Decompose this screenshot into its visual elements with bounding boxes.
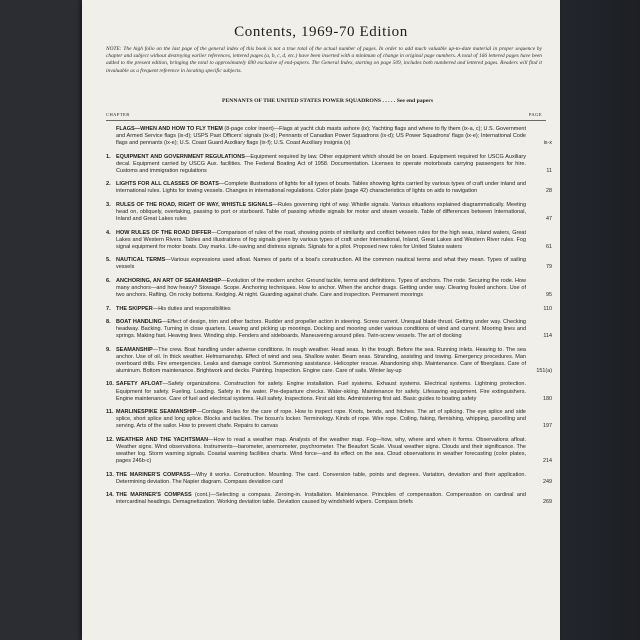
chapter-description — [116, 257, 526, 271]
contents-entry — [106, 437, 552, 465]
chapter-description — [116, 154, 526, 175]
chapter-number: 3. — [106, 201, 111, 208]
contents-entry — [106, 492, 552, 506]
chapter-description — [116, 409, 526, 430]
chapter-number: 10. — [106, 381, 114, 388]
chapter-number: 13. — [106, 471, 114, 478]
chapter-title: LIGHTS FOR ALL CLASSES OF BOATS — [116, 181, 219, 188]
chapter-description — [116, 278, 526, 299]
page-number: 11 — [546, 167, 552, 174]
chapter-number — [106, 126, 116, 147]
page-column-header: PAGE — [528, 112, 542, 117]
chapter-description — [116, 202, 526, 223]
chapter-text: —Safety organizations. Construction for safety. Engine installation. Fuel systems. Exhaust systems. Electrical systems. Lightning protection. Equipment for safety. Fueling. Loading. Safety in the water. Pre-departure checks. Water-skiing. Maintenance for safety. Lifesaving equipment. Fire extinguishers. Engine maintenance. Care of fuel and electrical systems. Hull safety. Inspections. First aid kits. Administering first aid. Basic guides to boating safety — [116, 381, 526, 402]
page-number: 249 — [543, 478, 552, 485]
chapter-description — [116, 306, 526, 313]
chapter-description — [116, 492, 526, 506]
chapter-text: —Complete illustrations of lights for all types of boats. Tables showing lights carried by various types of craft under inland and international rules. Lights for towing vessels. Changes in international regulations. Color plate (page 42) characteristics of lights on aids to navigation — [116, 181, 526, 195]
page-number: 110 — [543, 305, 552, 312]
page-number: 79 — [546, 264, 552, 271]
chapter-title: WEATHER AND THE YACHTSMAN — [116, 436, 209, 443]
chapter-number: 9. — [106, 346, 111, 353]
contents-entry — [106, 257, 552, 271]
page-number: 61 — [546, 243, 552, 250]
chapter-title: NAUTICAL TERMS — [116, 257, 166, 264]
chapter-text: —Why it works. Construction. Mounting. The card. Conversion table, points and degrees. Variation, deviation and their application. Determining deviation. The Napier diagram. Compass deviation card — [116, 471, 527, 485]
chapter-title: THE SKIPPER — [116, 305, 153, 312]
pennants-line: PENNANTS OF THE UNITED STATES POWER SQUADRONS . . . . . See end papers — [222, 98, 434, 104]
contents-entry — [106, 230, 552, 251]
chapter-text: —Comparison of rules of the road, showing points of similarity and conflict between rules for the high seas, inland waters, Great Lakes and Western Rivers. Tables and illustrations of fog signals given by various types of craft under International, Inland, Great Lakes and Western River rules. Fog signal equipment for motor boats. Day marks. Life-saving and distress signals. Signals for a pilot. Proposed new rules for United States waters — [116, 229, 526, 250]
chapter-description — [116, 347, 526, 375]
chapter-number: 1. — [106, 153, 111, 160]
page-number: 180 — [543, 395, 552, 402]
chapter-title: HOW RULES OF THE ROAD DIFFER — [116, 229, 212, 236]
chapter-description — [116, 437, 526, 465]
chapter-description — [116, 319, 526, 340]
chapter-title: ANCHORING, AN ART OF SEAMANSHIP — [116, 277, 222, 284]
chapter-text: (cont.)—Selecting a compass. Zeroing-in. Installation. Maintenance. Principles of compensation. Compensation on cardinal and intercardinal headings. Demagnetization. Working deviation table. Deviation caused by windshield wipers. Compass briefs — [116, 492, 526, 506]
chapter-title: RULES OF THE ROAD, RIGHT OF WAY, WHISTLE SIGNALS — [116, 201, 273, 208]
page-number: 95 — [546, 292, 552, 299]
contents-entry — [106, 409, 552, 430]
page-number: 47 — [546, 216, 552, 223]
chapter-number: 11. — [106, 409, 114, 416]
chapter-column-header: CHAPTER — [106, 112, 130, 117]
chapter-description — [116, 126, 526, 147]
chapter-title: THE MARINER'S COMPASS — [116, 471, 191, 478]
chapter-text: —Cordage. Rules for the care of rope. How to inspect rope. Knots, bends, and hitches. The art of splicing. The eye splice and side splice, short splice and long splice. Blocks and tackles. The bosun's locker. Terminology. Kinds of rope. Wire rope. Coiling, faking, flemishing, whipping, parcelling and serving. Arts of the sailor. How to prevent chafe. Repairs to canvas — [116, 409, 526, 430]
chapter-text: —Various expressions used afloat. Names of parts of a boat's construction. All the common nautical terms and what they mean. Types of sailing vessels — [116, 257, 526, 271]
chapter-title: BOAT HANDLING — [116, 319, 162, 325]
chapter-title: SAFETY AFLOAT — [116, 381, 163, 388]
header-rule — [106, 120, 546, 121]
chapter-text: —Equipment required by law. Other equipment which should be on board. Equipment required for USCG Auxiliary decal. Equipment carried by USCG Aux. facilities. The Federal Boating Act of 1958. Documentation. Licenses to operate motorboats carrying passengers for hire. Customs and immigration regulations — [116, 153, 527, 174]
page-number: 197 — [543, 423, 552, 430]
page-number: ix-x — [543, 140, 552, 147]
chapter-number: 12. — [106, 436, 114, 443]
contents-list — [106, 126, 552, 513]
page-number: 28 — [546, 188, 552, 195]
contents-entry — [106, 181, 552, 195]
chapter-title: THE MARINER'S COMPASS — [116, 492, 192, 499]
chapter-title: EQUIPMENT AND GOVERNMENT REGULATIONS — [116, 153, 245, 160]
chapter-description — [116, 230, 526, 251]
chapter-title: MARLINESPIKE SEAMANSHIP — [116, 409, 197, 416]
contents-entry — [106, 472, 552, 486]
background-right — [560, 0, 640, 640]
book-page — [82, 0, 560, 640]
chapter-number: 7. — [106, 305, 111, 312]
chapter-number: 8. — [106, 319, 111, 325]
page-number: 114 — [543, 333, 552, 340]
contents-entry — [106, 306, 552, 313]
chapter-number: 14. — [106, 492, 114, 499]
chapter-number: 5. — [106, 257, 111, 264]
editorial-note: NOTE: The high folio on the last page of the general index of this book is not a true total of the actual number of pages. In order to add much valuable up-to-date material in proper sequence by chapter and subject without destroying earlier references, lettered pages (a, b, c, d, etc.) have been inserted with a minimum of change in original page numbers. A total of 166 lettered pages have been added to the present edition, bringing the total to approximately 690 exclusive of end-papers. The General Index, starting on page 509, includes both numbered and lettered pages. Readers will find it invaluable as a frequent reference in locating specific subjects. — [106, 46, 542, 74]
chapter-text: —The crew. Boat handling under adverse conditions. In rough weather. Head seas. In the trough. Before the sea. Running inlets. Heaving to. The sea anchor. Use of oil. In thick weather. Helmsmanship. Effect of wind and sea. Shallow water. Beam seas. Stranding, assisting and towing. Emergency procedures. Man overboard drills. Fire emergencies. Leaks and damage control. Summoning assistance. Helicopter rescue. Abandoning ship. Maintenance. Care of fiberglass. Care of aluminum. Bottom maintenance. Brightwork and decks. Painting. Inspection. Engine care. Care of sails. Winter lay-up — [116, 346, 526, 374]
chapter-description — [116, 181, 526, 195]
contents-entry — [106, 154, 552, 175]
contents-entry — [106, 319, 552, 340]
chapter-text: —Effect of design, trim and other factors. Rudder and propeller action in steering. Screw current. Unequal blade thrust. Getting under way. Checking headway. Backing. Turning in close quarters. Leaving and picking up moorings. Docking and mooring under various conditions of wind and current. Mooring lines and springs. Making fast. Heaving lines. Winding ship. Fenders and sideboards. Maneuvering around piles. Twin-screw vessels. The art of docking — [116, 319, 526, 340]
chapter-description — [116, 381, 526, 402]
chapter-text: —Evolution of the modern anchor. Ground tackle, terms and definitions. Types of anchors. The rode. Securing the rode. How many anchors—and how heavy? Stowage. Scope. Anchoring techniques. How to anchor. When the anchor drags. Getting under way. Clearing fouled anchors. Use of two anchors. Rafting. On rocky bottoms. Kedging. At night. Guarding against chafe. Care and inspection. Permanent moorings — [116, 277, 526, 299]
chapter-number: 6. — [106, 277, 111, 284]
chapter-title: SEAMANSHIP — [116, 346, 153, 353]
chapter-title: FLAGS—WHEN AND HOW TO FLY THEM — [116, 126, 223, 132]
contents-entry — [106, 126, 552, 147]
page-number: 269 — [543, 499, 552, 506]
chapter-description — [116, 472, 526, 486]
chapter-text: —Rules governing right of way. Whistle signals. Various situations explained diagrammatically. Meeting head on, obliquely, overtaking, passing to port or starboard. Table of passing whistle signals for motor and steam vessels. Table of differences between International, Inland and Great Lakes rules — [116, 201, 526, 223]
page-number: 214 — [543, 458, 552, 465]
contents-entry — [106, 278, 552, 299]
page-title: Contents, 1969-70 Edition — [234, 24, 408, 40]
chapter-number: 4. — [106, 229, 111, 236]
contents-entry — [106, 347, 552, 375]
chapter-number: 2. — [106, 181, 111, 188]
page-number: 151(a) — [536, 367, 552, 374]
chapter-text: —How to read a weather map. Analysis of the weather map. Fog—how, why, where and when it forms. Observations afloat. Weather signs. Wind observations. Instruments—barometer, anemometer, psychrometer. The Beaufort Scale. Visual weather signs. Clouds and their significance. The weather log. Storm warning signals. Coastal warning facilities charts. Wind force—and its effect on the sea. Cloud observations in weather forecasting (color plates, pages 246b-c) — [116, 436, 526, 465]
contents-entry — [106, 202, 552, 223]
contents-entry — [106, 381, 552, 402]
chapter-text: (8-page color insert)—Flags at yacht club masts ashore (ix); Yachting flags and where to fly them (ix-a, c); U.S. Government and Armed Service flags (ix-d); USPS Past Officers' signals (ix-d); Pennants of Canadian Power Squadrons (ix-d); US Power Squadrons' flags (ix-e); International Code flags and pennants (ix-e); U.S. Coast Guard Auxiliary flags (ix-f); U.S. Coast Auxiliary insignia (x) — [116, 126, 526, 147]
chapter-text: —His duties and responsibilities — [152, 305, 231, 312]
